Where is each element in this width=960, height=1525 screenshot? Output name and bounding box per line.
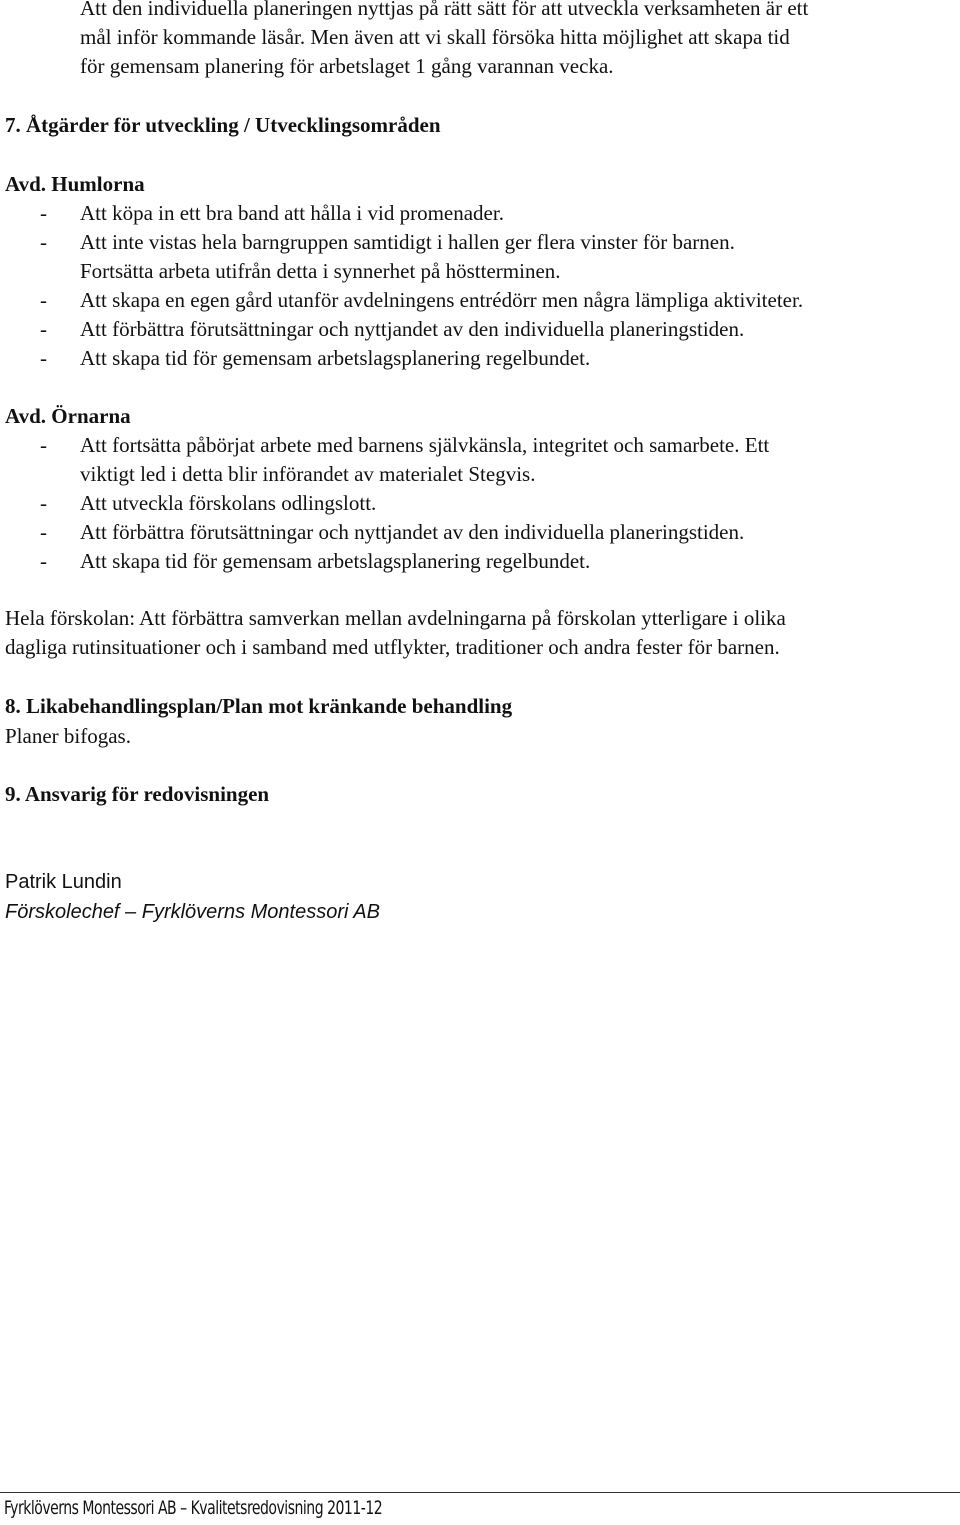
ornarna-item-1: Att fortsätta påbörjat arbete med barnens självkänsla, integritet och samarbete. Ett (80, 433, 770, 457)
humlorna-item-2-continuation: Fortsätta arbeta utifrån detta i synnerhet på höstterminen. (80, 259, 561, 283)
bullet-dash: - (40, 230, 47, 254)
hela-forskolan-line-1: Hela förskolan: Att förbättra samverkan mellan avdelningarna på förskolan ytterligare i olika (5, 606, 786, 630)
ornarna-item-3: Att förbättra förutsättningar och nyttjandet av den individuella planeringstiden. (80, 520, 745, 544)
bullet-dash: - (40, 317, 47, 341)
ornarna-item-2: Att utveckla förskolans odlingslott. (80, 491, 377, 515)
ornarna-item-1-continuation: viktigt led i detta blir införandet av materialet Stegvis. (80, 462, 536, 486)
intro-line-3: för gemensam planering för arbetslaget 1 gång varannan vecka. (80, 54, 614, 78)
hela-forskolan-line-2: dagliga rutinsituationer och i samband med utflykter, traditioner och andra fester för barnen. (5, 635, 780, 659)
footer-text: Fyrklöverns Montessori AB – Kvalitetsredovisning 2011-12 (4, 1497, 383, 1519)
bullet-dash: - (40, 520, 47, 544)
humlorna-item-1: Att köpa in ett bra band att hålla i vid promenader. (80, 201, 504, 225)
intro-line-1: Att den individuella planeringen nyttjas på rätt sätt för att utveckla verksamheten är ett (80, 0, 809, 20)
signature-name: Patrik Lundin (5, 871, 122, 893)
section-9-heading: 9. Ansvarig för redovisningen (5, 782, 270, 806)
intro-line-2: mål inför kommande läsår. Men även att vi skall försöka hitta möjlighet att skapa tid (80, 25, 790, 49)
signature-title: Förskolechef – Fyrklöverns Montessori AB (5, 901, 380, 923)
bullet-dash: - (40, 433, 47, 457)
humlorna-item-2: Att inte vistas hela barngruppen samtidigt i hallen ger flera vinster för barnen. (80, 230, 735, 254)
section-8-text: Planer bifogas. (5, 724, 131, 748)
bullet-dash: - (40, 491, 47, 515)
bullet-dash: - (40, 346, 47, 370)
humlorna-item-5: Att skapa tid för gemensam arbetslagsplanering regelbundet. (80, 346, 591, 370)
humlorna-item-3: Att skapa en egen gård utanför avdelningens entrédörr men några lämpliga aktiviteter. (80, 288, 804, 312)
humlorna-item-4: Att förbättra förutsättningar och nyttjandet av den individuella planeringstiden. (80, 317, 745, 341)
ornarna-heading: Avd. Örnarna (5, 404, 131, 428)
humlorna-heading: Avd. Humlorna (5, 172, 145, 196)
footer-divider (0, 1492, 960, 1493)
section-7-heading: 7. Åtgärder för utveckling / Utvecklingsområden (5, 113, 441, 137)
bullet-dash: - (40, 201, 47, 225)
bullet-dash: - (40, 288, 47, 312)
bullet-dash: - (40, 549, 47, 573)
ornarna-item-4: Att skapa tid för gemensam arbetslagsplanering regelbundet. (80, 549, 591, 573)
section-8-heading: 8. Likabehandlingsplan/Plan mot kränkande behandling (5, 694, 513, 718)
